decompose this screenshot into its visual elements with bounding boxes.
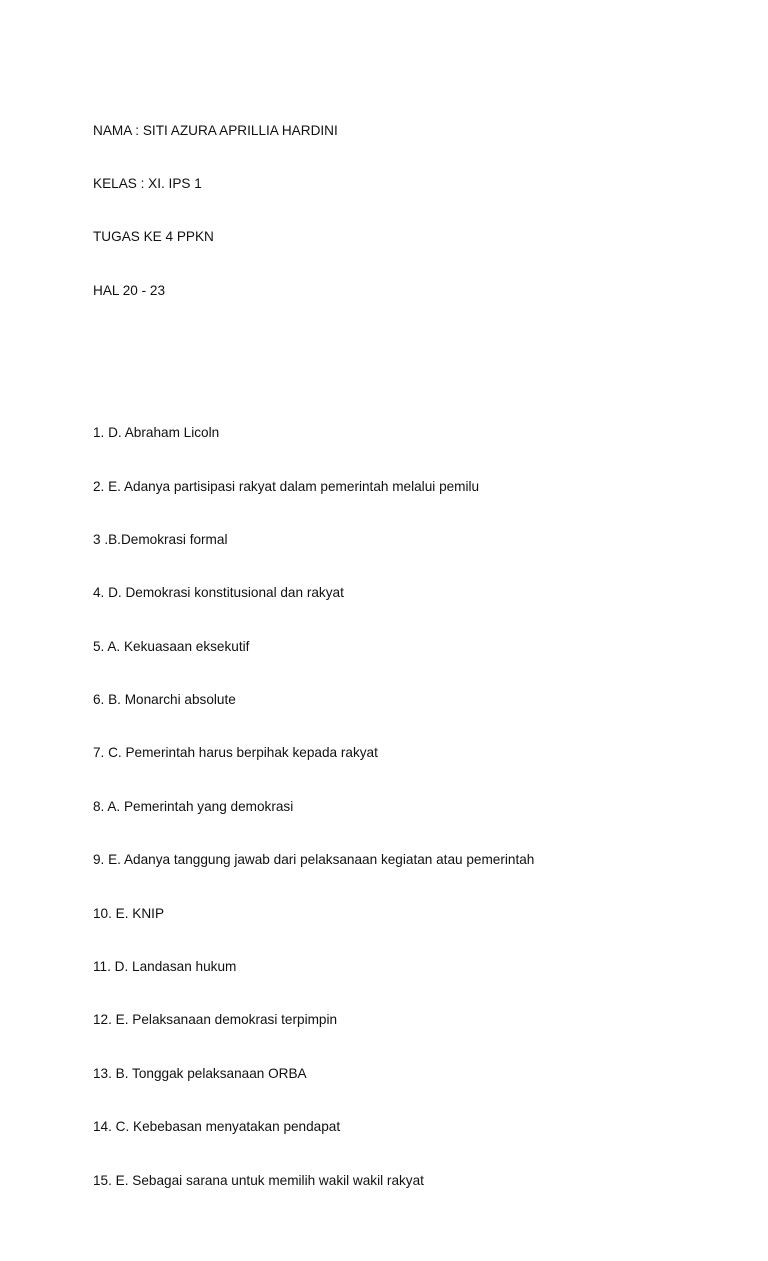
document-body — [93, 86, 733, 1261]
answer-item: 11. D. Landasan hukum — [93, 959, 237, 975]
student-name: NAMA : SITI AZURA APRILLIA HARDINI — [93, 122, 338, 138]
answer-item: 4. D. Demokrasi konstitusional dan rakyat — [93, 585, 344, 601]
answer-item: 3 .B.Demokrasi formal — [93, 531, 228, 547]
assignment-title: TUGAS KE 4 PPKN — [93, 229, 214, 245]
answer-item: 9. E. Adanya tanggung jawab dari pelaksanaan kegiatan atau pemerintah — [93, 852, 535, 868]
answer-item: 1. D. Abraham Licoln — [93, 425, 220, 441]
answer-item: 6. B. Monarchi absolute — [93, 692, 236, 708]
answer-item: 7. C. Pemerintah harus berpihak kepada rakyat — [93, 745, 378, 761]
answer-item: 13. B. Tonggak pelaksanaan ORBA — [93, 1065, 307, 1081]
student-class: KELAS : XI. IPS 1 — [93, 175, 202, 191]
answer-item: 12. E. Pelaksanaan demokrasi terpimpin — [93, 1012, 338, 1028]
answer-item: 14. C. Kebebasan menyatakan pendapat — [93, 1119, 341, 1135]
answer-item: 8. A. Pemerintah yang demokrasi — [93, 798, 294, 814]
answer-item: 15. E. Sebagai sarana untuk memilih wakil wakil rakyat — [93, 1172, 424, 1188]
page-range: HAL 20 - 23 — [93, 282, 166, 298]
answer-item: 10. E. KNIP — [93, 905, 165, 921]
answer-list — [93, 389, 733, 1225]
answer-item: 2. E. Adanya partisipasi rakyat dalam pemerintah melalui pemilu — [93, 478, 480, 494]
blank-line — [93, 335, 733, 353]
answer-item: 5. A. Kekuasaan eksekutif — [93, 638, 250, 654]
